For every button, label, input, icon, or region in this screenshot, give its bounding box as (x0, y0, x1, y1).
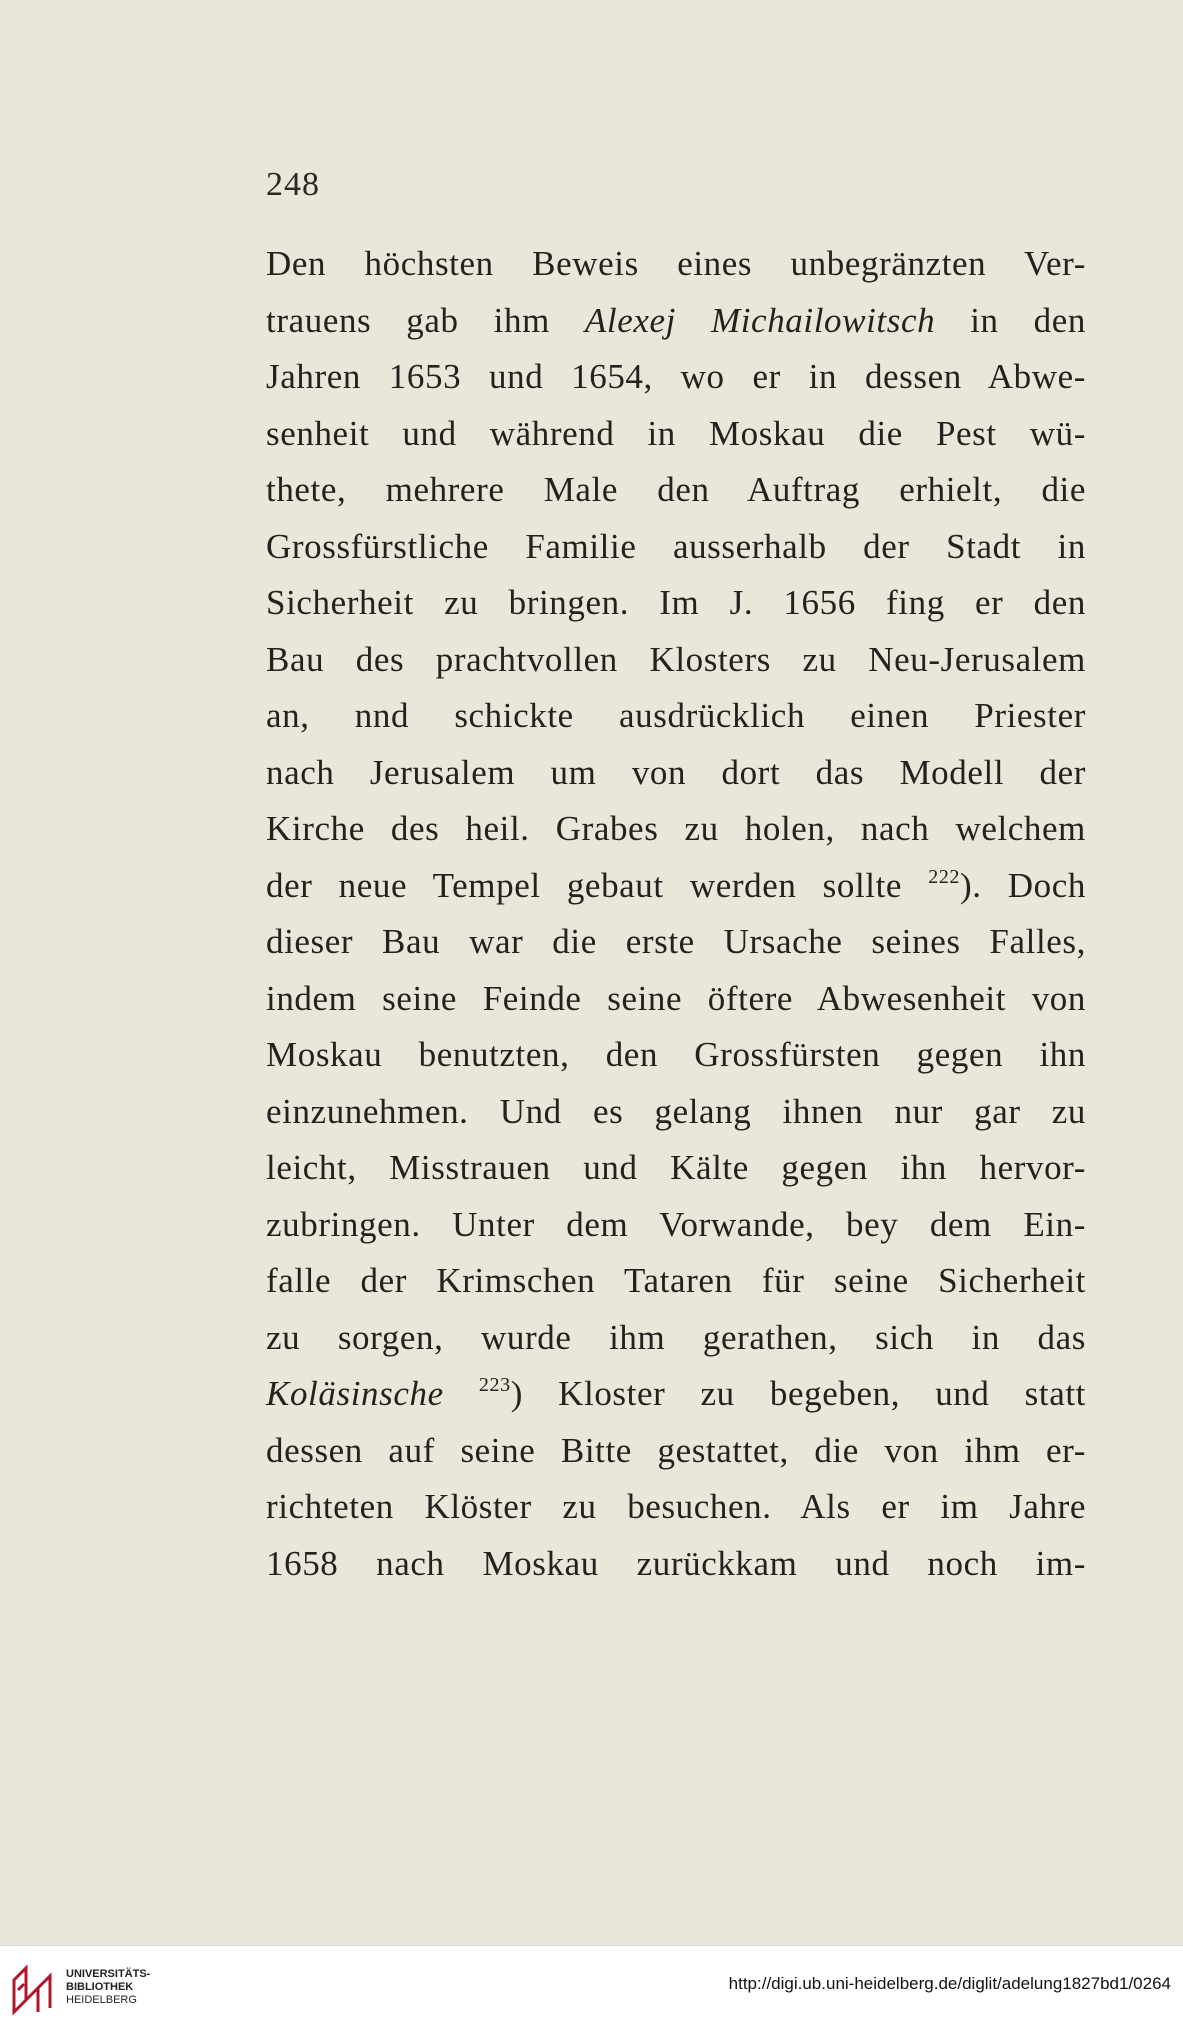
text-line (266, 1479, 1086, 1536)
text-line (266, 688, 1086, 745)
text-run: zubringen. Unter dem Vorwande, bey dem Ein- (266, 1204, 1086, 1244)
text-line (266, 349, 1086, 406)
text-run: ) Kloster zu begeben, und statt (510, 1374, 1086, 1413)
text-line (266, 236, 1086, 293)
text-run: richteten Klöster zu besuchen. Als er im Jahre (266, 1487, 1086, 1526)
library-name-line: HEIDELBERG (66, 1994, 137, 2006)
text-line (266, 575, 1086, 632)
text-run: indem seine Feinde seine öftere Abwesenheit von (266, 978, 1086, 1018)
text-run (444, 1374, 479, 1413)
text-run: Kirche des heil. Grabes zu holen, nach welchem (266, 809, 1086, 848)
text-run: in den (935, 300, 1086, 340)
text-line (266, 1027, 1086, 1084)
text-run: nach Jerusalem um von dort das Modell der (266, 752, 1086, 792)
text-line (266, 1423, 1086, 1480)
text-run: der neue Tempel gebaut werden sollte (266, 865, 929, 905)
text-line (266, 1536, 1086, 1593)
text-line (266, 406, 1086, 463)
text-run: Moskau benutzten, den Grossfürsten gegen ihn (266, 1035, 1086, 1074)
text-line (266, 971, 1086, 1028)
text-run: 1658 nach Moskau zurückkam und noch im- (266, 1543, 1086, 1583)
text-line (266, 914, 1086, 971)
text-line (266, 462, 1086, 519)
text-run: trauens gab ihm (266, 300, 585, 340)
text-run: falle der Krimschen Tataren für seine Sicherheit (266, 1261, 1086, 1300)
library-name-line: UNIVERSITÄTS- (66, 1968, 151, 1980)
library-name-line: BIBLIOTHEK (66, 1981, 134, 1993)
text-run: dessen auf seine Bitte gestattet, die von ihm er- (266, 1430, 1086, 1470)
italic-name: Alexej Michailowitsch (584, 300, 936, 340)
university-logo-icon (10, 1960, 56, 2020)
body-text (266, 236, 1086, 1592)
text-run: Sicherheit zu bringen. Im J. 1656 fing er den (266, 583, 1086, 622)
text-line (266, 1310, 1086, 1367)
text-run: Bau des prachtvollen Klosters zu Neu-Jerusalem (266, 639, 1086, 679)
text-run: einzunehmen. Und es gelang ihnen nur gar zu (266, 1091, 1086, 1131)
footnote-marker: 223 (478, 1374, 511, 1396)
footnote-marker: 222 (928, 865, 961, 888)
text-run: ). Doch (960, 865, 1086, 905)
text-line (266, 1253, 1086, 1310)
text-line (266, 801, 1086, 858)
text-line (266, 1084, 1086, 1141)
text-line (266, 1197, 1086, 1254)
text-run: Grossfürstliche Familie ausserhalb der Stadt in (266, 526, 1086, 566)
text-line (266, 745, 1086, 802)
text-run: an, nnd schickte ausdrücklich einen Priester (266, 696, 1086, 735)
text-line (266, 632, 1086, 689)
text-run: dieser Bau war die erste Ursache seines Falles, (266, 922, 1086, 961)
source-url[interactable]: http://digi.ub.uni-heidelberg.de/diglit/adelung1827bd1/0264 (728, 1974, 1171, 1993)
text-run: zu sorgen, wurde ihm gerathen, sich in das (266, 1317, 1086, 1357)
italic-name: Koläsinsche (266, 1374, 444, 1413)
text-run: Den höchsten Beweis eines unbegränzten Ver- (266, 244, 1086, 283)
text-line (266, 1366, 1086, 1423)
text-run: senheit und während in Moskau die Pest wü- (266, 413, 1086, 453)
library-name (66, 1968, 150, 2007)
text-line (266, 1140, 1086, 1197)
text-run: thete, mehrere Male den Auftrag erhielt, die (266, 470, 1086, 509)
page-number: 248 (266, 166, 320, 203)
text-line (266, 519, 1086, 576)
text-line (266, 293, 1086, 350)
text-run: Jahren 1653 und 1654, wo er in dessen Abwe- (266, 357, 1086, 396)
text-line (266, 858, 1086, 915)
footer-bar (0, 1945, 1183, 2034)
text-run: leicht, Misstrauen und Kälte gegen ihn hervor- (266, 1148, 1086, 1187)
